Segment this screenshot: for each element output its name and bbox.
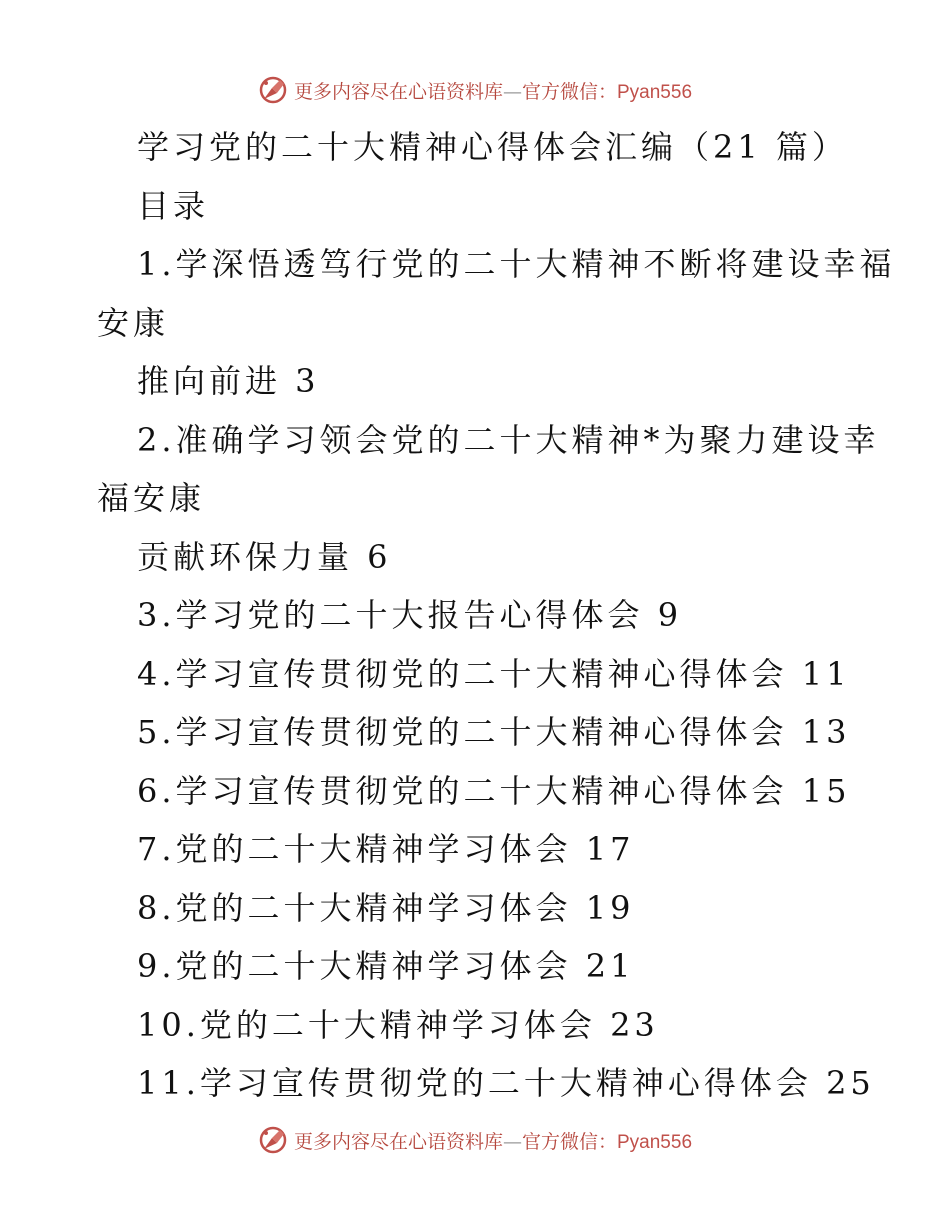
toc-entry-continuation: 推向前进 3 (137, 362, 320, 400)
toc-entry: 10.党的二十大精神学习体会 23 (137, 1005, 659, 1044)
toc-entry: 4.学习宣传贯彻党的二十大精神心得体会 11 (137, 654, 851, 693)
toc-entry-continuation: 安康 (97, 303, 170, 342)
pen-logo-icon (258, 75, 288, 105)
toc-entry-continuation: 贡献环保力量 6 (137, 537, 392, 576)
header-watermark (0, 70, 950, 110)
document-body (0, 118, 950, 1113)
toc-entry: 1.学深悟透笃行党的二十大精神不断将建设幸福 (137, 245, 896, 283)
toc-entry: 2.准确学习领会党的二十大精神*为聚力建设幸 (137, 420, 880, 459)
toc-entry: 9.党的二十大精神学习体会 21 (137, 947, 635, 985)
toc-entry-continuation: 福安康 (97, 479, 206, 517)
toc-heading: 目录 (137, 186, 210, 225)
pen-logo-icon (258, 1125, 288, 1155)
toc-entry: 11.学习宣传贯彻党的二十大精神心得体会 25 (137, 1064, 875, 1102)
footer-watermark (0, 1120, 950, 1160)
watermark-text: 更多内容尽在心语资料库—官方微信：Pyan556 (293, 80, 693, 103)
watermark-text: 更多内容尽在心语资料库—官方微信：Pyan556 (293, 1130, 693, 1153)
toc-entry: 5.学习宣传贯彻党的二十大精神心得体会 13 (137, 713, 851, 751)
document-title: 学习党的二十大精神心得体会汇编（21 篇） (137, 128, 848, 166)
toc-entry: 7.党的二十大精神学习体会 17 (137, 830, 635, 868)
toc-entry: 6.学习宣传贯彻党的二十大精神心得体会 15 (137, 771, 851, 810)
toc-entry: 8.党的二十大精神学习体会 19 (137, 888, 635, 927)
toc-entry: 3.学习党的二十大报告心得体会 9 (137, 596, 683, 634)
